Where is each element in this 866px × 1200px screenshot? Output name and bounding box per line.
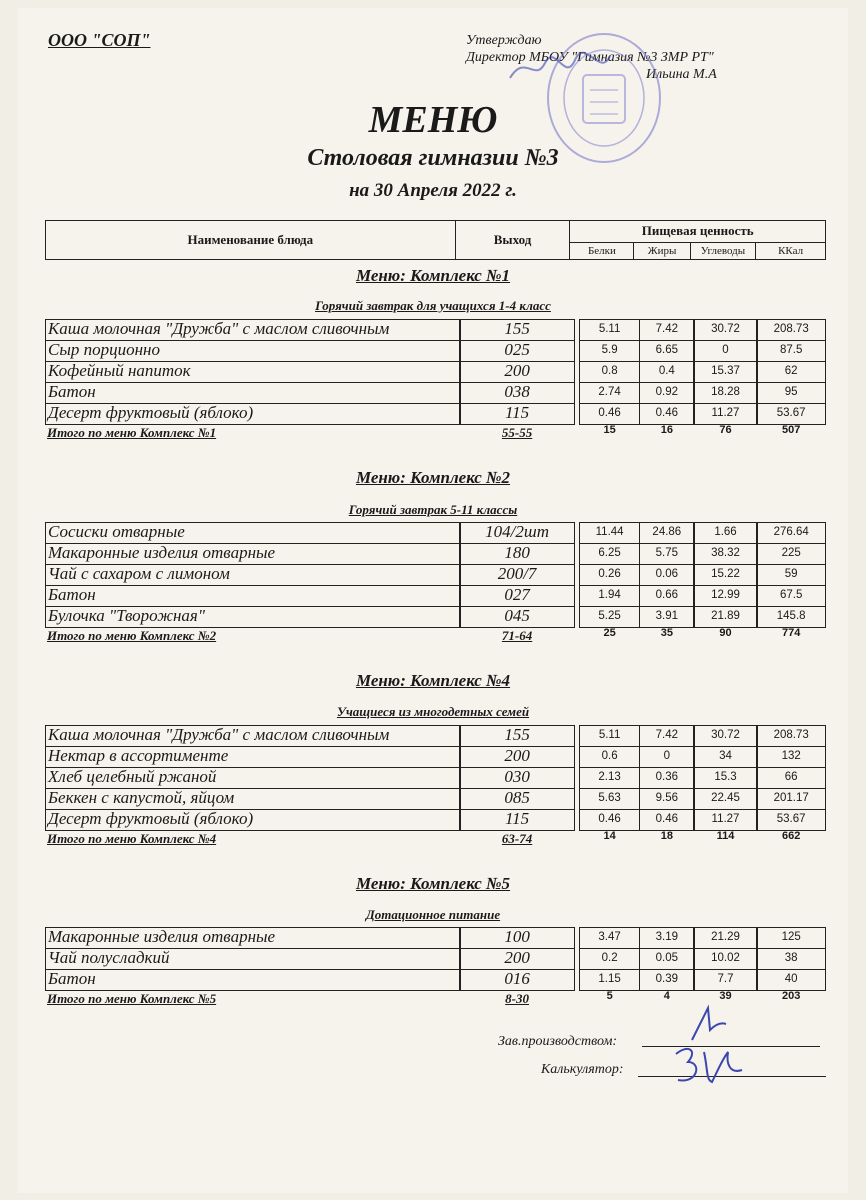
dish-proteins: 5.11 [579, 319, 641, 342]
dish-fats: 0.92 [639, 382, 695, 405]
dish-name: Чай полусладкий [45, 948, 461, 971]
dish-name: Беккен с капустой, яйцом [45, 788, 461, 811]
dish-kcal: 62 [756, 361, 826, 384]
dish-name: Батон [45, 382, 461, 405]
total-carbs: 76 [719, 423, 732, 436]
table-row [45, 320, 826, 341]
total-kcal: 203 [782, 989, 801, 1002]
header-fats: Жиры [634, 242, 690, 259]
dish-carbs: 30.72 [693, 319, 758, 342]
total-label: Итого по меню Комплекс №2 [47, 627, 217, 643]
dish-proteins: 0.6 [579, 746, 641, 769]
section-4-table [45, 928, 826, 1011]
dish-kcal: 145.8 [756, 606, 826, 629]
section-3-title: Меню: Комплекс №4 [355, 671, 511, 690]
total-output: 8-30 [505, 990, 529, 1006]
dish-fats: 0.46 [639, 403, 695, 426]
header-carbs: Углеводы [690, 242, 755, 259]
dish-output: 030 [459, 767, 574, 790]
section-3-table [45, 726, 826, 851]
dish-carbs: 15.37 [693, 361, 758, 384]
total-carbs: 39 [719, 989, 732, 1002]
dish-proteins: 2.13 [579, 767, 641, 790]
dish-kcal: 125 [756, 927, 826, 950]
table-row [45, 928, 826, 949]
dish-proteins: 0.46 [579, 403, 641, 426]
dish-kcal: 40 [756, 969, 826, 992]
section-1-subtitle: Горячий завтрак для учащихся 1-4 класс [315, 298, 551, 313]
dish-proteins: 0.8 [579, 361, 641, 384]
dish-output: 155 [459, 319, 574, 342]
dish-name: Макаронные изделия отварные [45, 927, 461, 950]
dish-name: Булочка "Творожная" [45, 606, 461, 629]
section-2-table [45, 523, 826, 648]
dish-fats: 0.05 [639, 948, 695, 971]
dish-output: 016 [459, 969, 574, 992]
dish-output: 100 [459, 927, 574, 950]
section-2-title: Меню: Комплекс №2 [355, 468, 511, 487]
section-3-subtitle: Учащиеся из многодетных семей [336, 704, 530, 719]
section-1-table [45, 320, 826, 445]
dish-output: 038 [459, 382, 574, 405]
dish-carbs: 34 [693, 746, 758, 769]
dish-kcal: 59 [756, 564, 826, 587]
dish-proteins: 5.25 [579, 606, 641, 629]
dish-output: 027 [459, 585, 574, 608]
total-fats: 35 [660, 626, 673, 639]
dish-carbs: 10.02 [693, 948, 758, 971]
total-label: Итого по меню Комплекс №5 [47, 990, 217, 1006]
dish-carbs: 21.29 [693, 927, 758, 950]
table-row [45, 949, 826, 970]
total-output: 55-55 [501, 424, 533, 440]
total-kcal: 662 [782, 829, 801, 842]
header-kcal: ККал [756, 242, 826, 259]
total-label: Итого по меню Комплекс №4 [47, 830, 217, 846]
dish-output: 115 [459, 809, 574, 832]
dish-proteins: 0.2 [579, 948, 641, 971]
dish-kcal: 53.67 [756, 809, 826, 832]
dish-carbs: 15.22 [693, 564, 758, 587]
header-proteins: Белки [570, 242, 634, 259]
organization-name: ООО "СОП" [48, 30, 151, 50]
document-subtitle: Столовая гимназии №3 [307, 145, 559, 171]
dish-name: Сосиски отварные [45, 522, 461, 545]
production-head-label: Зав.производством: [498, 1034, 618, 1049]
dish-output: 200 [459, 746, 574, 769]
header-dish: Наименование блюда [46, 221, 456, 260]
section-1-title: Меню: Комплекс №1 [355, 266, 511, 285]
total-kcal: 507 [782, 423, 801, 436]
dish-name: Десерт фруктовый (яблоко) [45, 809, 461, 832]
dish-fats: 0.36 [639, 767, 695, 790]
dish-kcal: 38 [756, 948, 826, 971]
dish-fats: 0.39 [639, 969, 695, 992]
dish-kcal: 225 [756, 543, 826, 566]
dish-kcal: 208.73 [756, 725, 826, 748]
dish-carbs: 22.45 [693, 788, 758, 811]
dish-carbs: 7.7 [693, 969, 758, 992]
approval-line-3: Ильина М.А [646, 67, 717, 82]
dish-name: Каша молочная "Дружба" с маслом сливочным [45, 725, 461, 748]
dish-fats: 24.86 [639, 522, 695, 545]
table-row [45, 970, 826, 991]
dish-fats: 0 [639, 746, 695, 769]
dish-proteins: 0.46 [579, 809, 641, 832]
approval-line-2: Директор МБОУ "Гимназия №3 ЗМР РТ" [466, 50, 714, 65]
dish-carbs: 15.3 [693, 767, 758, 790]
table-row [45, 523, 826, 544]
dish-fats: 6.65 [639, 340, 695, 363]
dish-kcal: 208.73 [756, 319, 826, 342]
dish-kcal: 66 [756, 767, 826, 790]
approval-line-1: Утверждаю [466, 33, 542, 48]
dish-carbs: 30.72 [693, 725, 758, 748]
table-header [45, 220, 826, 260]
dish-kcal: 53.67 [756, 403, 826, 426]
dish-kcal: 201.17 [756, 788, 826, 811]
total-row [45, 831, 826, 851]
total-carbs: 114 [716, 829, 735, 842]
table-row [45, 404, 826, 425]
dish-kcal: 95 [756, 382, 826, 405]
total-row [45, 628, 826, 648]
total-kcal: 774 [782, 626, 801, 639]
section-4-title: Меню: Комплекс №5 [355, 874, 511, 893]
document-title: МЕНЮ [368, 99, 498, 141]
table-row [45, 810, 826, 831]
dish-fats: 0.46 [639, 809, 695, 832]
dish-kcal: 276.64 [756, 522, 826, 545]
dish-carbs: 11.27 [693, 403, 758, 426]
dish-proteins: 1.15 [579, 969, 641, 992]
dish-output: 104/2шт [459, 522, 574, 545]
total-row [45, 425, 826, 445]
dish-fats: 3.91 [639, 606, 695, 629]
total-proteins: 25 [603, 626, 616, 639]
dish-output: 115 [459, 403, 574, 426]
header-output: Выход [455, 221, 570, 260]
dish-fats: 7.42 [639, 725, 695, 748]
table-row [45, 544, 826, 565]
dish-name: Чай с сахаром с лимоном [45, 564, 461, 587]
dish-fats: 9.56 [639, 788, 695, 811]
dish-name: Кофейный напиток [45, 361, 461, 384]
dish-name: Каша молочная "Дружба" с маслом сливочным [45, 319, 461, 342]
section-4-subtitle: Дотационное питание [365, 907, 501, 922]
dish-carbs: 18.28 [693, 382, 758, 405]
dish-name: Сыр порционно [45, 340, 461, 363]
dish-proteins: 5.9 [579, 340, 641, 363]
table-row [45, 726, 826, 747]
dish-kcal: 67.5 [756, 585, 826, 608]
dish-kcal: 132 [756, 746, 826, 769]
director-signature [505, 48, 615, 88]
dish-proteins: 0.26 [579, 564, 641, 587]
dish-carbs: 1.66 [693, 522, 758, 545]
dish-fats: 0.06 [639, 564, 695, 587]
dish-output: 045 [459, 606, 574, 629]
dish-output: 085 [459, 788, 574, 811]
calculator-label: Калькулятор: [541, 1062, 624, 1077]
total-proteins: 15 [603, 423, 616, 436]
dish-carbs: 38.32 [693, 543, 758, 566]
dish-proteins: 5.11 [579, 725, 641, 748]
calculator-signature [668, 1040, 748, 1090]
dish-name: Нектар в ассортименте [45, 746, 461, 769]
dish-proteins: 6.25 [579, 543, 641, 566]
dish-proteins: 2.74 [579, 382, 641, 405]
table-row [45, 586, 826, 607]
table-row [45, 607, 826, 628]
dish-name: Десерт фруктовый (яблоко) [45, 403, 461, 426]
dish-name: Хлеб целебный ржаной [45, 767, 461, 790]
total-output: 63-74 [501, 830, 533, 846]
total-proteins: 5 [606, 989, 613, 1002]
document-date: на 30 Апреля 2022 г. [349, 180, 517, 201]
table-row [45, 341, 826, 362]
dish-carbs: 21.89 [693, 606, 758, 629]
table-row [45, 565, 826, 586]
dish-output: 200 [459, 361, 574, 384]
dish-carbs: 12.99 [693, 585, 758, 608]
dish-name: Макаронные изделия отварные [45, 543, 461, 566]
dish-output: 155 [459, 725, 574, 748]
dish-proteins: 11.44 [579, 522, 641, 545]
table-row [45, 383, 826, 404]
dish-carbs: 0 [693, 340, 758, 363]
dish-output: 200/7 [459, 564, 574, 587]
total-proteins: 14 [603, 829, 616, 842]
dish-fats: 0.66 [639, 585, 695, 608]
dish-output: 025 [459, 340, 574, 363]
header-nutrition: Пищевая ценность [570, 221, 826, 243]
dish-proteins: 1.94 [579, 585, 641, 608]
dish-name: Батон [45, 585, 461, 608]
dish-fats: 3.19 [639, 927, 695, 950]
total-fats: 18 [660, 829, 673, 842]
dish-proteins: 3.47 [579, 927, 641, 950]
total-carbs: 90 [719, 626, 732, 639]
section-2-subtitle: Горячий завтрак 5-11 классы [348, 502, 518, 517]
dish-proteins: 5.63 [579, 788, 641, 811]
table-row [45, 362, 826, 383]
total-fats: 16 [660, 423, 673, 436]
total-output: 71-64 [501, 627, 533, 643]
dish-output: 180 [459, 543, 574, 566]
dish-fats: 7.42 [639, 319, 695, 342]
total-fats: 4 [663, 989, 670, 1002]
dish-kcal: 87.5 [756, 340, 826, 363]
table-row [45, 768, 826, 789]
table-row [45, 747, 826, 768]
table-row [45, 789, 826, 810]
total-label: Итого по меню Комплекс №1 [47, 424, 217, 440]
dish-fats: 5.75 [639, 543, 695, 566]
dish-carbs: 11.27 [693, 809, 758, 832]
dish-fats: 0.4 [639, 361, 695, 384]
dish-name: Батон [45, 969, 461, 992]
dish-output: 200 [459, 948, 574, 971]
